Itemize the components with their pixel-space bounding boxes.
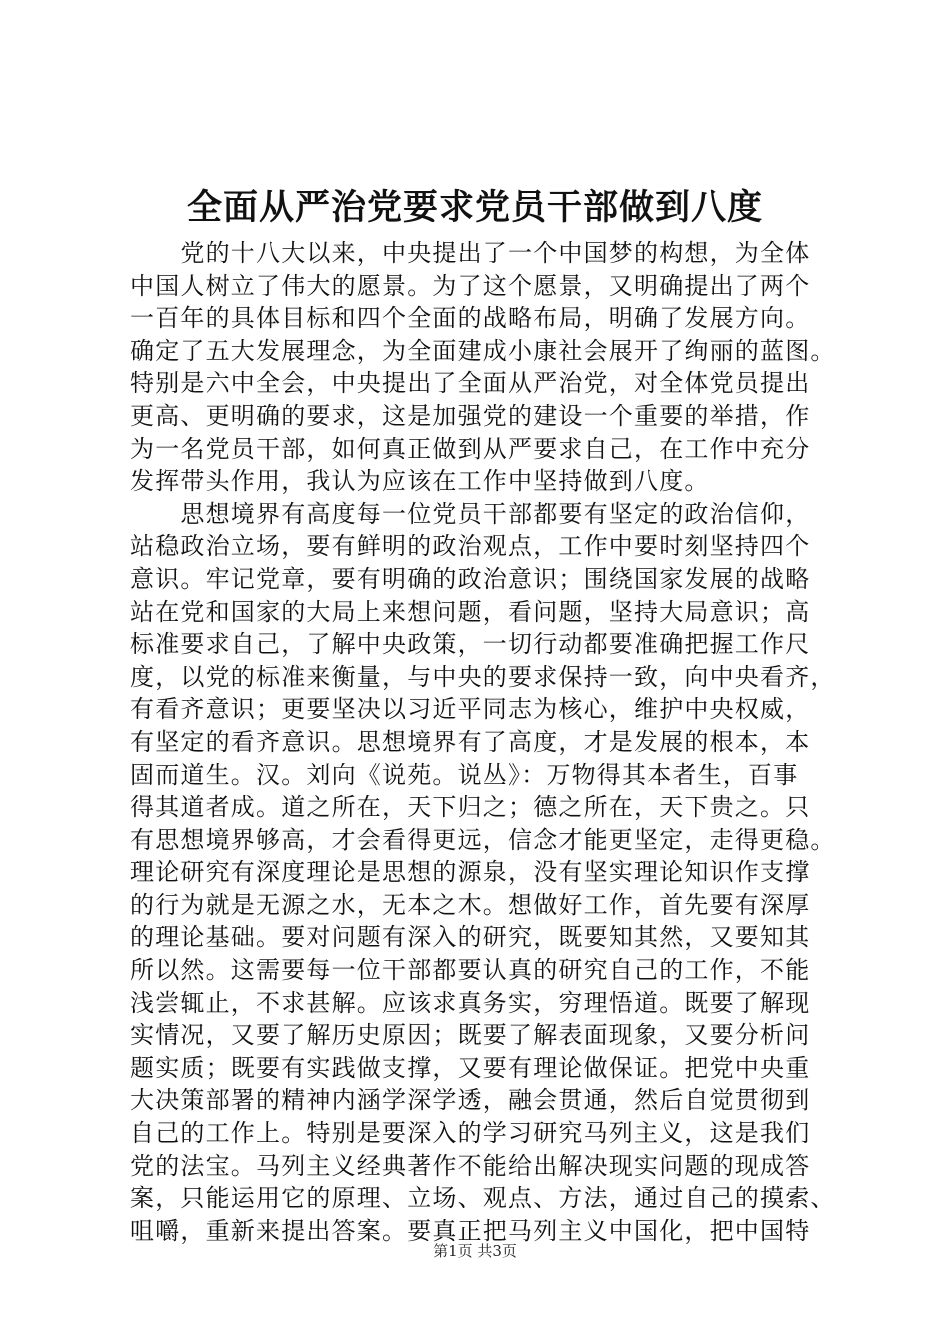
body-text-line: 所以然。这需要每一位干部都要认真的研究自己的工作，不能 <box>130 956 811 985</box>
body-text-line: 标准要求自己，了解中央政策，一切行动都要准确把握工作尺 <box>130 630 811 659</box>
body-text-line: 党的十八大以来，中央提出了一个中国梦的构想，为全体 <box>130 239 811 267</box>
body-text-line: 为一名党员干部，如何真正做到从严要求自己，在工作中充分 <box>130 434 811 463</box>
body-text-line: 案，只能运用它的原理、立场、观点、方法，通过自己的摸索、 <box>130 1184 836 1213</box>
body-text-line: 更高、更明确的要求，这是加强党的建设一个重要的举措，作 <box>130 401 811 430</box>
document-body <box>130 237 865 1247</box>
body-text-line: 固而道生。汉。刘向《说苑。说丛》：万物得其本者生，百事 <box>130 760 799 789</box>
page-footer: 第1页 共3页 <box>433 1242 517 1260</box>
body-text-line: 站稳政治立场，要有鲜明的政治观点，工作中要时刻坚持四个 <box>130 532 811 561</box>
body-text-line: 咀嚼，重新来提出答案。要真正把马列主义中国化，把中国特 <box>130 1216 811 1245</box>
body-text-line: 的行为就是无源之水，无本之木。想做好工作，首先要有深厚 <box>130 890 811 919</box>
body-text-line: 自己的工作上。特别是要深入的学习研究马列主义，这是我们 <box>130 1119 811 1148</box>
body-text-line: 站在党和国家的大局上来想问题，看问题，坚持大局意识；高 <box>130 597 811 626</box>
body-text-line: 一百年的具体目标和四个全面的战略布局，明确了发展方向。 <box>130 304 811 333</box>
body-text-line: 发挥带头作用，我认为应该在工作中坚持做到八度。 <box>130 467 710 496</box>
body-text-line: 得其道者成。道之所在，天下归之；德之所在，天下贵之。只 <box>130 793 811 822</box>
body-text-line: 度，以党的标准来衡量，与中央的要求保持一致，向中央看齐， <box>130 662 836 691</box>
body-text-line: 有思想境界够高，才会看得更远，信念才能更坚定，走得更稳。 <box>130 825 836 854</box>
body-text-line: 题实质；既要有实践做支撑，又要有理论做保证。把党中央重 <box>130 1053 811 1082</box>
body-text-line: 党的法宝。马列主义经典著作不能给出解决现实问题的现成答 <box>130 1151 811 1180</box>
body-text-line: 大决策部署的精神内涵学深学透，融会贯通，然后自觉贯彻到 <box>130 1086 811 1115</box>
body-text-line: 实情况，又要了解历史原因；既要了解表面现象，又要分析问 <box>130 1021 811 1050</box>
document-title: 全面从严治党要求党员干部做到八度 <box>186 187 763 228</box>
body-text-line: 中国人树立了伟大的愿景。为了这个愿景，又明确提出了两个 <box>130 271 811 300</box>
body-text-line: 确定了五大发展理念，为全面建成小康社会展开了绚丽的蓝图。 <box>130 336 836 365</box>
body-text-line: 思想境界有高度每一位党员干部都要有坚定的政治信仰， <box>130 499 811 528</box>
body-text-line: 的理论基础。要对问题有深入的研究，既要知其然，又要知其 <box>130 923 811 952</box>
body-text-line: 有看齐意识；更要坚决以习近平同志为核心，维护中央权威， <box>130 695 811 724</box>
body-text-line: 有坚定的看齐意识。思想境界有了高度，才是发展的根本，本 <box>130 727 811 756</box>
body-text-line: 特别是六中全会，中央提出了全面从严治党，对全体党员提出 <box>130 369 811 398</box>
body-text-line: 意识。牢记党章，要有明确的政治意识；围绕国家发展的战略 <box>130 564 811 593</box>
body-text-line: 理论研究有深度理论是思想的源泉，没有坚实理论知识作支撑 <box>130 858 811 887</box>
body-text-line: 浅尝辄止，不求甚解。应该求真务实，穷理悟道。既要了解现 <box>130 988 811 1017</box>
